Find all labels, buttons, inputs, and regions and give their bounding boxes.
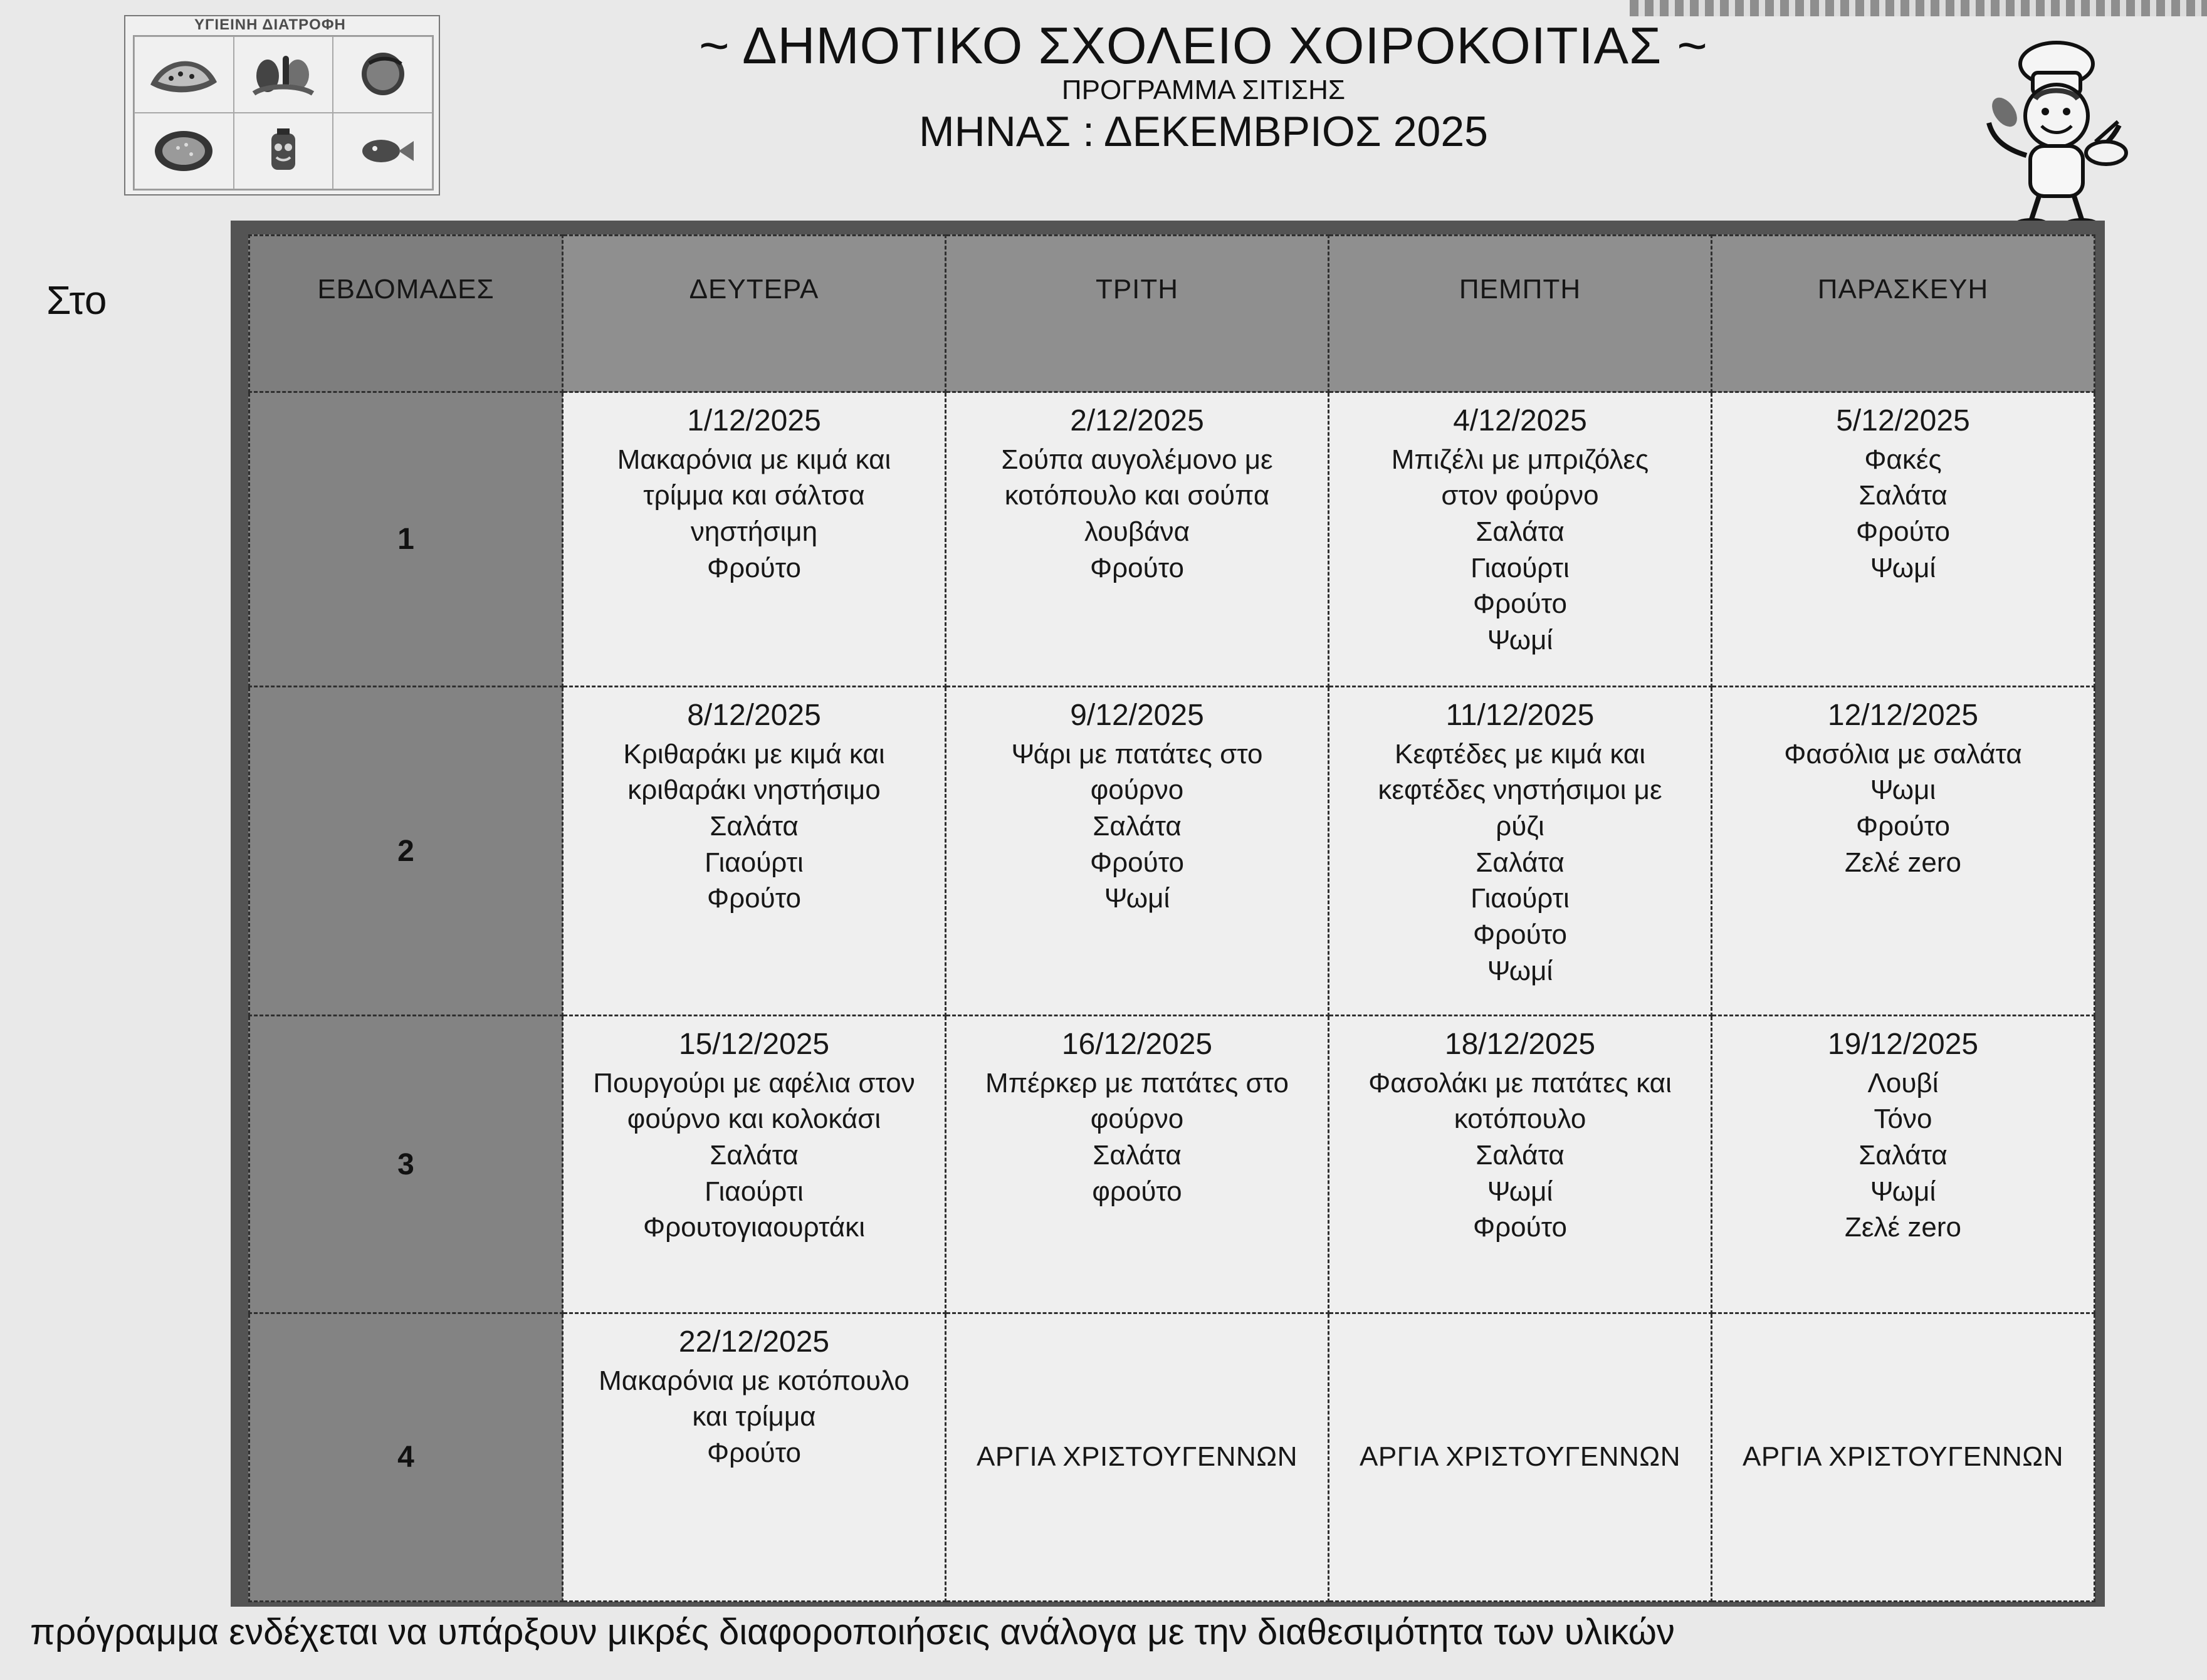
- menu-line: Ζελέ zero: [1845, 1212, 1961, 1243]
- menu-cell-week-2-thursday: [1329, 687, 1712, 1016]
- menu-cell-week-4-thursday: [1329, 1313, 1712, 1602]
- week-number-1: 1: [249, 392, 563, 687]
- menu-line: Φασολάκι με πατάτες και: [1368, 1067, 1672, 1098]
- menu-line: κοτόπουλο και σούπα: [1004, 480, 1270, 511]
- menu-line: Ψωμί: [1487, 624, 1553, 655]
- menu-cell-week-2-friday: [1712, 687, 2095, 1016]
- header-thursday: ΠΕΜΠΤΗ: [1329, 236, 1712, 392]
- menu-line: Φρούτο: [1856, 811, 1950, 842]
- menu-line: Σαλάτα: [710, 1140, 799, 1171]
- menu-line: Γιαούρτι: [1470, 552, 1570, 583]
- menu-line: Σαλάτα: [1093, 1140, 1182, 1171]
- healthy-eating-logo: [124, 15, 440, 196]
- menu-line: στον φούρνο: [1441, 480, 1599, 511]
- menu-line: Σαλάτα: [1858, 480, 1948, 511]
- page-subtitle: ΠΡΟΓΡΑΜΜΑ ΣΙΤΙΣΗΣ: [1061, 74, 1346, 105]
- menu-line: ρύζι: [1496, 811, 1544, 842]
- table-row-week-1: [249, 392, 2095, 687]
- menu-line: φούρνο: [1090, 1103, 1184, 1135]
- menu-date: 22/12/2025: [678, 1325, 830, 1359]
- menu-line: Φρούτο: [1856, 516, 1950, 547]
- menu-line: κοτόπουλο: [1454, 1103, 1586, 1135]
- menu-line: Κεφτέδες με κιμά και: [1394, 738, 1646, 770]
- menu-cell-week-4-friday: [1712, 1313, 2095, 1602]
- menu-line: τρίμμα και σάλτσα: [643, 480, 865, 511]
- menu-line: Φρουτογιαουρτάκι: [642, 1212, 866, 1243]
- menu-line: Λουβί: [1867, 1067, 1939, 1098]
- menu-line: Κριθαράκι με κιμά και: [623, 738, 885, 770]
- holiday-text: ΑΡΓΙΑ ΧΡΙΣΤΟΥΓΕΝΝΩΝ: [977, 1441, 1297, 1473]
- header-monday: ΔΕΥΤΕΡΑ: [563, 236, 946, 392]
- menu-cell-week-3-thursday: [1329, 1016, 1712, 1313]
- menu-line: Φρούτο: [1090, 552, 1184, 583]
- menu-line: Μπέρκερ με πατάτες στο: [985, 1067, 1289, 1098]
- menu-date: 8/12/2025: [687, 699, 821, 732]
- menu-date: 4/12/2025: [1453, 404, 1587, 437]
- menu-line: φρούτο: [1092, 1176, 1182, 1207]
- menu-cell-week-1-thursday: [1329, 392, 1712, 687]
- menu-cell-week-1-monday: [563, 392, 946, 687]
- menu-line: Σαλάτα: [1476, 1140, 1565, 1171]
- menu-line: Ψωμί: [1870, 1176, 1936, 1207]
- menu-cell-week-2-tuesday: [946, 687, 1329, 1016]
- table-row-week-3: [249, 1016, 2095, 1313]
- menu-line: Σαλάτα: [1093, 811, 1182, 842]
- month-label: ΜΗΝΑΣ : ΔΕΚΕΜΒΡΙΟΣ 2025: [918, 107, 1488, 155]
- week-number-4: 4: [249, 1313, 563, 1602]
- week-number-3: 3: [249, 1016, 563, 1313]
- menu-date: 5/12/2025: [1836, 404, 1970, 437]
- menu-date: 12/12/2025: [1827, 699, 1979, 732]
- menu-line: Μακαρόνια με κοτόπουλο: [599, 1365, 910, 1396]
- page-header: [658, 18, 1749, 180]
- menu-cell-week-3-friday: [1712, 1016, 2095, 1313]
- menu-date: 11/12/2025: [1445, 699, 1595, 732]
- page-title: ~ ΔΗΜΟΤΙΚΟ ΣΧΟΛΕΙΟ ΧΟΙΡΟΚΟΙΤΙΑΣ ~: [699, 16, 1708, 75]
- fish-icon: [333, 113, 432, 189]
- menu-line: Ψωμί: [1487, 955, 1553, 986]
- menu-line: Τόνο: [1874, 1103, 1932, 1135]
- menu-date: 9/12/2025: [1070, 699, 1204, 732]
- menu-line: Μακαρόνια με κιμά και: [617, 444, 891, 475]
- menu-cell-week-2-monday: [563, 687, 946, 1016]
- menu-line: κεφτέδες νηστήσιμοι με: [1378, 775, 1662, 806]
- menu-line: Φρούτο: [707, 883, 801, 914]
- menu-line: κριθαράκι νηστήσιμο: [627, 775, 881, 806]
- menu-line: Φρούτο: [1473, 588, 1567, 620]
- menu-cell-week-4-monday: [563, 1313, 946, 1602]
- menu-line: Ζελέ zero: [1845, 847, 1961, 878]
- menu-line: Φασόλια με σαλάτα: [1784, 738, 2022, 770]
- menu-line: Μπιζέλι με μπριζόλες: [1391, 444, 1649, 475]
- menu-line: Γιαούρτι: [705, 847, 804, 878]
- menu-line: Ψωμί: [1487, 1176, 1553, 1207]
- menu-line: φούρνο και κολοκάσι: [627, 1103, 881, 1135]
- menu-line: Σαλάτα: [1858, 1140, 1948, 1171]
- header-tuesday: ΤΡΙΤΗ: [946, 236, 1329, 392]
- menu-cell-week-1-friday: [1712, 392, 2095, 687]
- menu-line: Σούπα αυγολέμονο με: [1001, 444, 1273, 475]
- rice-plate-icon: [134, 113, 234, 189]
- menu-line: Φρούτο: [1090, 847, 1184, 878]
- menu-date: 15/12/2025: [678, 1028, 830, 1061]
- table-header-row: [249, 236, 2095, 392]
- menu-line: νηστήσιμη: [690, 516, 818, 547]
- menu-line: Ψάρι με πατάτες στο: [1011, 738, 1263, 770]
- chef-icon: [1978, 36, 2134, 234]
- oil-bottle-icon: [234, 113, 333, 189]
- holiday-text: ΑΡΓΙΑ ΧΡΙΣΤΟΥΓΕΝΝΩΝ: [1743, 1441, 2063, 1473]
- menu-line: Ψωμί: [1104, 883, 1170, 914]
- menu-date: 16/12/2025: [1061, 1028, 1213, 1061]
- top-border-strip: [1630, 0, 2207, 16]
- meal-table: [248, 234, 2095, 1602]
- menu-line: και τρίμμα: [692, 1401, 816, 1432]
- header-weeks: ΕΒΔΟΜΑΔΕΣ: [249, 236, 563, 392]
- menu-line: φούρνο: [1090, 775, 1184, 806]
- logo-grid: [133, 35, 434, 190]
- menu-line: Σαλάτα: [1476, 516, 1565, 547]
- holiday-text: ΑΡΓΙΑ ΧΡΙΣΤΟΥΓΕΝΝΩΝ: [1360, 1441, 1680, 1473]
- menu-line: Σαλάτα: [710, 811, 799, 842]
- table-row-week-4: [249, 1313, 2095, 1602]
- menu-cell-week-3-monday: [563, 1016, 946, 1313]
- menu-line: Γιαούρτι: [705, 1176, 804, 1207]
- menu-date: 1/12/2025: [687, 404, 821, 437]
- menu-line: Ψωμι: [1870, 775, 1936, 806]
- menu-date: 19/12/2025: [1827, 1028, 1979, 1061]
- footer-note: πρόγραμμα ενδέχεται να υπάρξουν μικρές διαφοροποιήσεις ανάλογα με την διαθεσιμότητα των υλικών: [30, 1612, 1675, 1652]
- menu-line: Φρούτο: [1473, 919, 1567, 950]
- meal-schedule-table: [248, 234, 2095, 1600]
- menu-line: Πουργούρι με αφέλια στον: [593, 1067, 915, 1098]
- menu-line: Φακές: [1864, 444, 1942, 475]
- menu-line: Σαλάτα: [1476, 847, 1565, 878]
- menu-line: Γιαούρτι: [1470, 883, 1570, 914]
- menu-line: Φρούτο: [707, 1437, 801, 1468]
- menu-date: 2/12/2025: [1070, 404, 1204, 437]
- menu-cell-week-1-tuesday: [946, 392, 1329, 687]
- side-word: Στο: [46, 278, 107, 323]
- menu-line: λουβάνα: [1084, 516, 1190, 547]
- menu-cell-week-3-tuesday: [946, 1016, 1329, 1313]
- week-number-2: 2: [249, 687, 563, 1016]
- table-row-week-2: [249, 687, 2095, 1016]
- watermelon-icon: [134, 36, 234, 113]
- menu-line: Φρούτο: [707, 552, 801, 583]
- vegetables-icon: [234, 36, 333, 113]
- menu-line: Φρούτο: [1473, 1212, 1567, 1243]
- menu-line: Ψωμί: [1870, 552, 1936, 583]
- header-friday: ΠΑΡΑΣΚΕΥΗ: [1712, 236, 2095, 392]
- logo-banner: ΥΓΙΕΙΝΗ ΔΙΑΤΡΟΦΗ: [194, 16, 346, 33]
- cheese-icon: [333, 36, 432, 113]
- menu-date: 18/12/2025: [1444, 1028, 1596, 1061]
- menu-cell-week-4-tuesday: [946, 1313, 1329, 1602]
